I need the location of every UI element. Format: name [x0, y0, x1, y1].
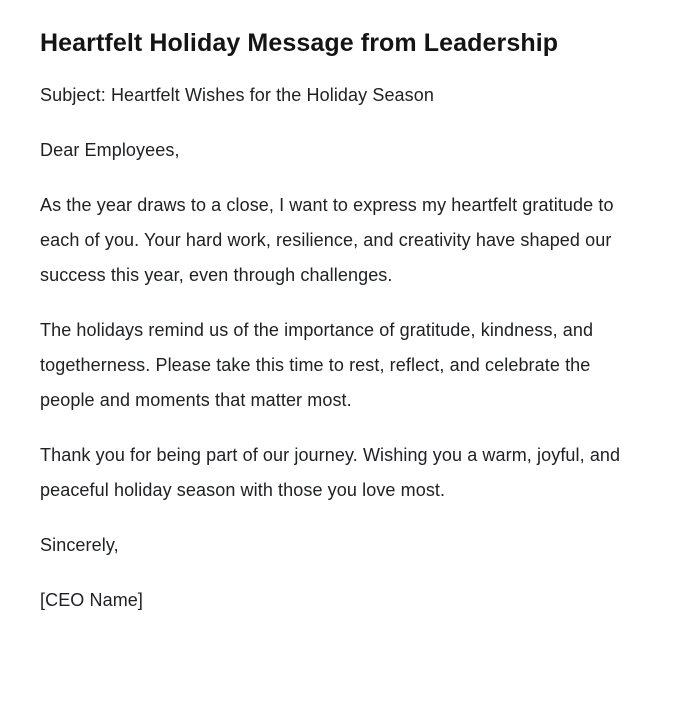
body-paragraph-1: As the year draws to a close, I want to express my heartfelt gratitude to each of you. Your hard work, resilience, and creativity have shaped our success this year, even through challenges.: [40, 195, 614, 285]
body-paragraph-2: The holidays remind us of the importance of gratitude, kindness, and togetherness. Please take this time to rest, reflect, and celebrate the people and moments that matter most.: [40, 320, 594, 410]
closing-line: Sincerely,: [40, 535, 119, 555]
body-paragraph-3: Thank you for being part of our journey. Wishing you a warm, joyful, and peaceful holiday season with those you love most.: [40, 445, 621, 500]
document-title: Heartfelt Holiday Message from Leadership: [40, 29, 559, 57]
signature-placeholder: [CEO Name]: [40, 590, 144, 610]
greeting-line: Dear Employees,: [40, 140, 180, 160]
subject-line: Subject: Heartfelt Wishes for the Holiday Season: [40, 85, 434, 105]
